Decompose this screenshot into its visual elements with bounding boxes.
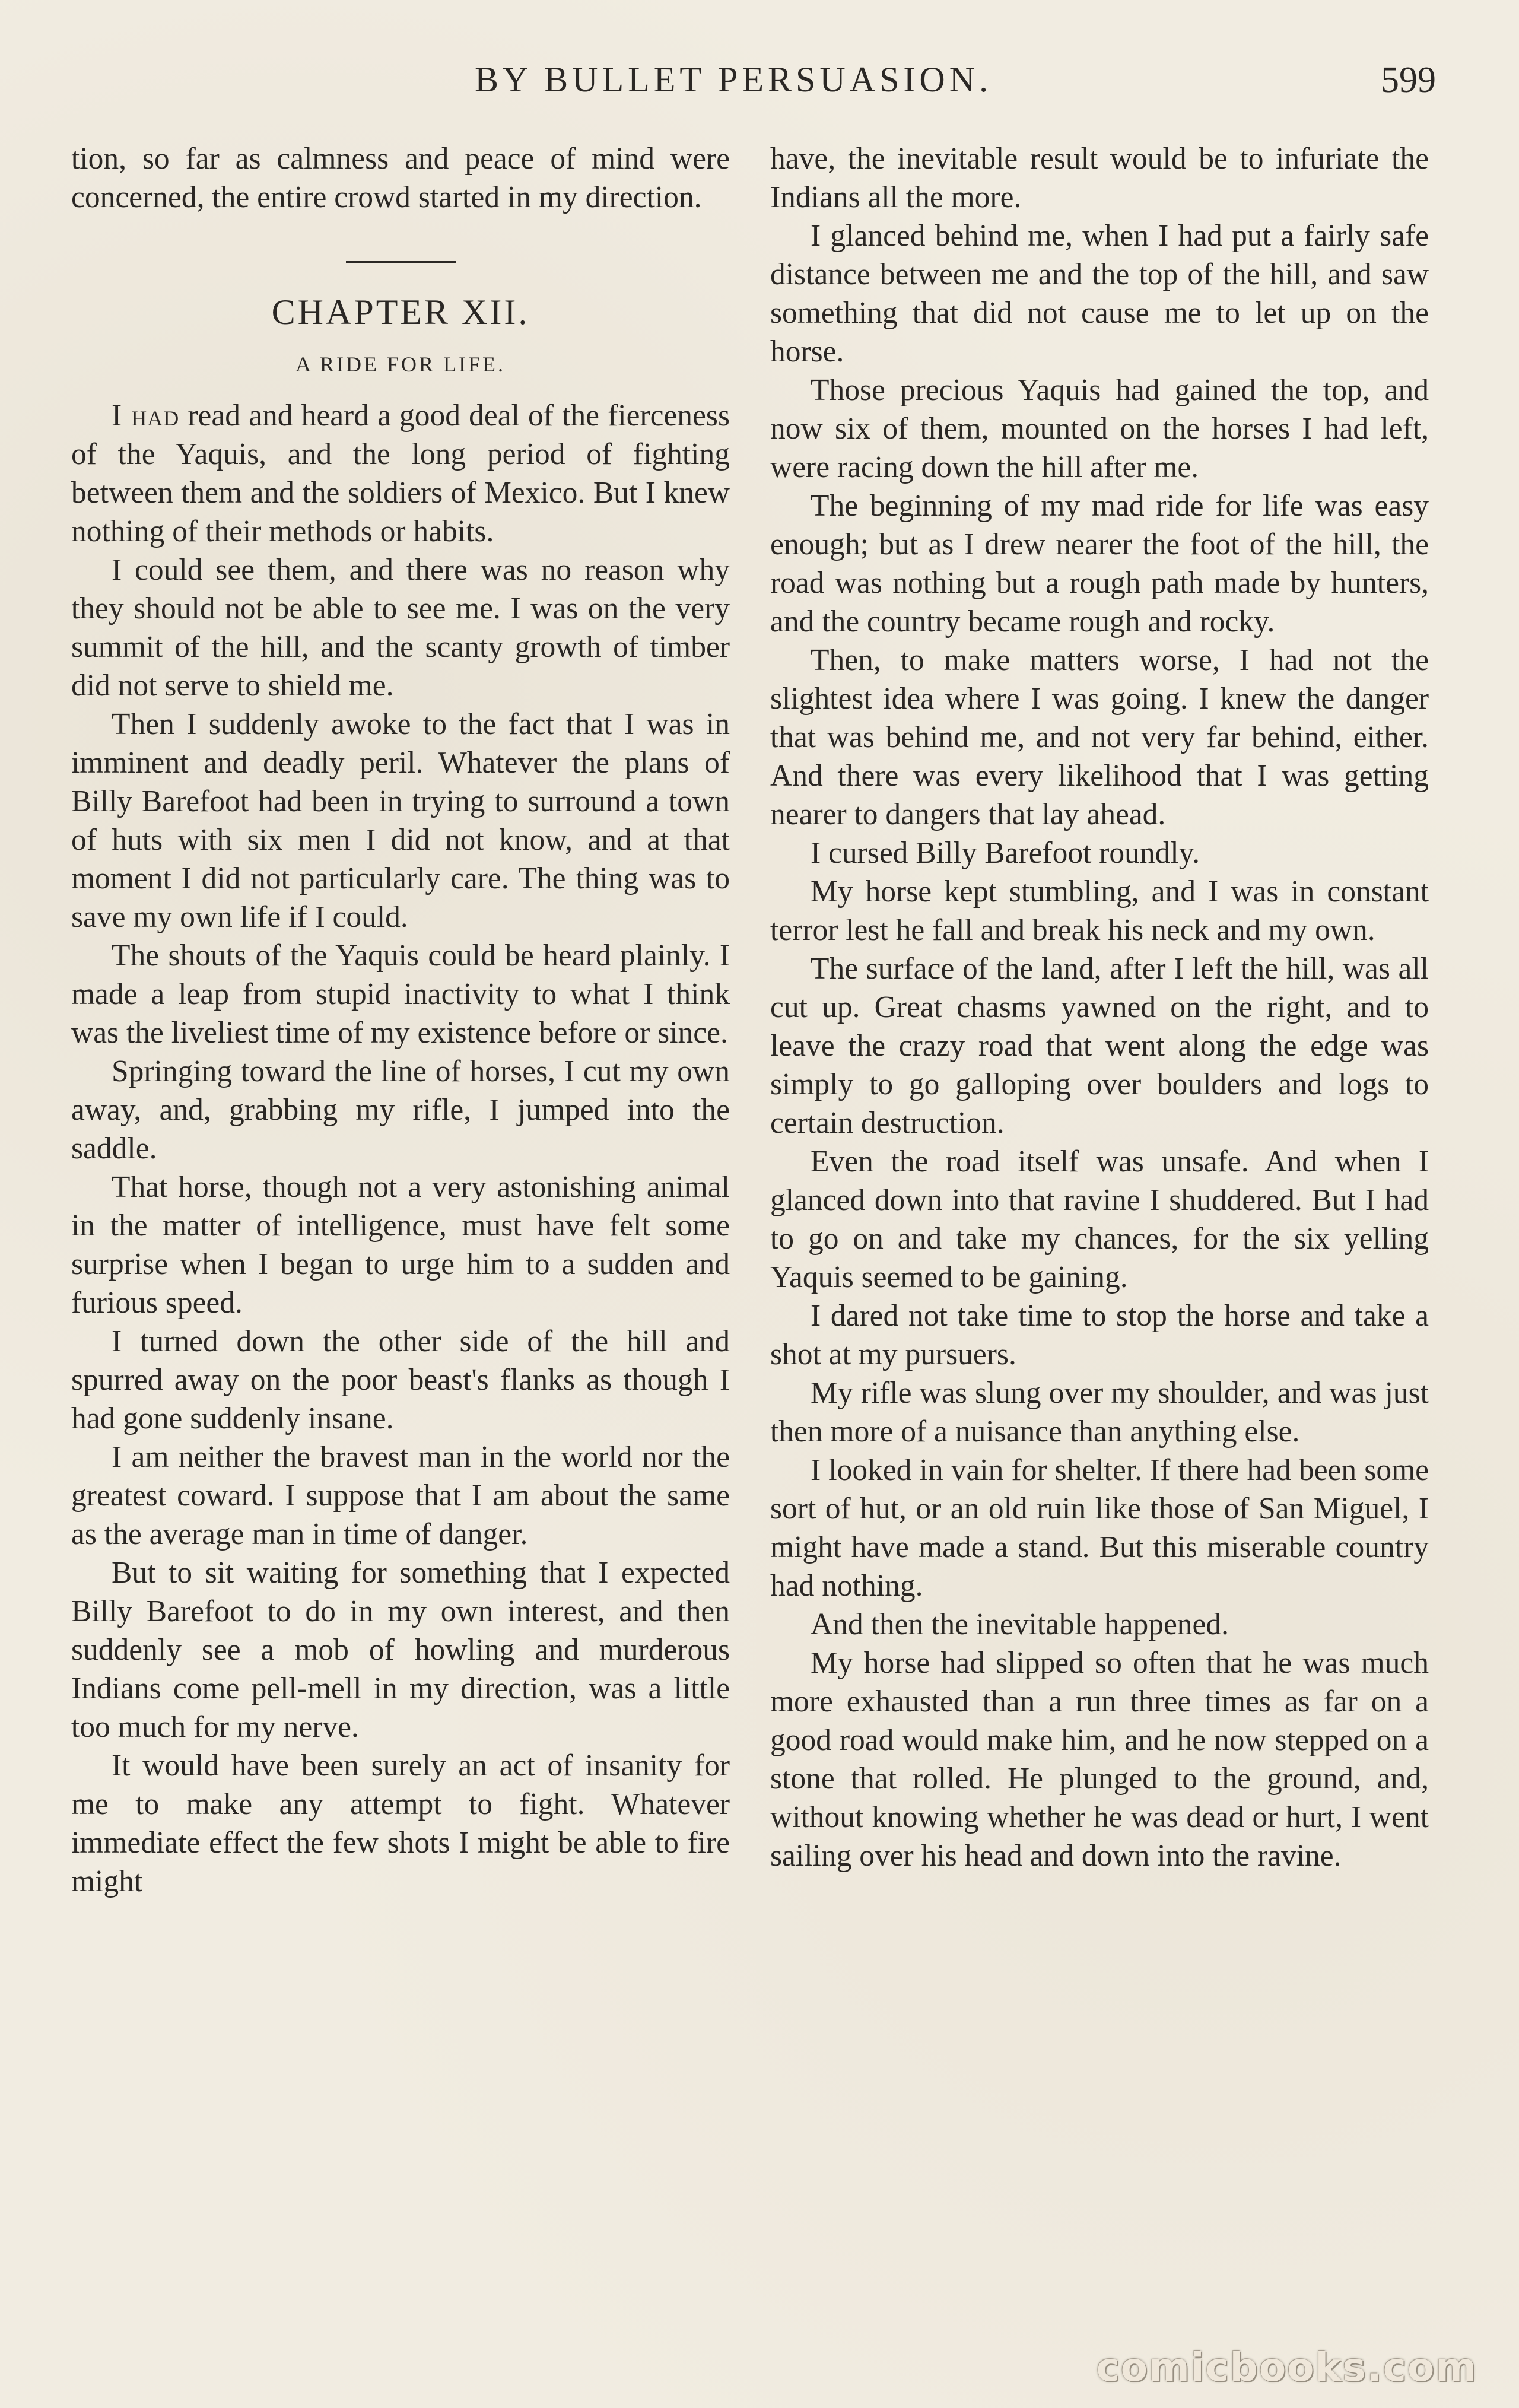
paragraph: The beginning of my mad ride for life was easy enough; but as I drew nearer the foot of the hill, the road was nothing but a rough path made by hunters, and the country became rough and rocky. (770, 489, 1429, 638)
paragraph: The surface of the land, after I left the hill, was all cut up. Great chasms yawned on the right, and to leave the crazy road that went along the edge was simply to go galloping over boulders and logs to certain destruction. (770, 952, 1429, 1140)
right-column (770, 139, 1429, 1875)
running-head: BY BULLET PERSUASION. (475, 60, 993, 99)
paragraph: Even the road itself was unsafe. And when I glanced down into that ravine I shuddered. But I had to go on and take my chances, for the six yelling Yaquis seemed to be gaining. (770, 1145, 1429, 1294)
paragraph: And then the inevitable happened. (811, 1608, 1229, 1641)
chapter-title: CHAPTER XII. (271, 293, 530, 332)
chapter-opening-paragraph (71, 396, 730, 551)
paragraph: I glanced behind me, when I had put a fairly safe distance between me and the top of the hill, and saw something that did not cause me to let up on the horse. (770, 219, 1429, 368)
paragraph: But to sit waiting for something that I expected Billy Barefoot to do in my own interest, and then suddenly see a mob of howling and murderous Indians come pell-mell in my direction, was a little too much for my nerve. (71, 1556, 730, 1744)
paragraph-continued: have, the inevitable result would be to infuriate the Indians all the more. (770, 142, 1429, 214)
watermark: comicbooks.com (1096, 2345, 1477, 2390)
paragraph: Then I suddenly awoke to the fact that I was in imminent and deadly peril. Whatever the plans of Billy Barefoot had been in trying to surround a town of huts with six men I did not know, and at that moment I did not particularly care. The thing was to save my own life if I could. (71, 707, 730, 934)
paragraph: I dared not take time to stop the horse and take a shot at my pursuers. (770, 1299, 1429, 1371)
opening-words: I had (112, 399, 180, 433)
paragraph: The shouts of the Yaquis could be heard plainly. I made a leap from stupid inactivity to what I think was the liveliest time of my existence before or since. (71, 939, 730, 1050)
paragraph: I could see them, and there was no reason why they should not be able to see me. I was on the very summit of the hill, and the scanty growth of timber did not serve to shield me. (71, 553, 730, 703)
paragraph: I looked in vain for shelter. If there had been some sort of hut, or an old ruin like those of San Miguel, I might have made a stand. But this miserable country had nothing. (770, 1453, 1429, 1603)
paragraph: It would have been surely an act of insanity for me to make any attempt to fight. Whatever immediate effect the few shots I might be able to fire might (71, 1749, 730, 1898)
paragraph: My horse kept stumbling, and I was in constant terror lest he fall and break his neck and my own. (770, 875, 1429, 947)
opening-paragraph-text: read and heard a good deal of the fierceness of the Yaquis, and the long period of fighting between them and the soldiers of Mexico. But I knew nothing of their methods or habits. (71, 399, 730, 548)
paragraph: Those precious Yaquis had gained the top, and now six of them, mounted on the horses I had left, were racing down the hill after me. (770, 373, 1429, 484)
paragraph: I cursed Billy Barefoot roundly. (811, 836, 1200, 870)
paragraph: Then, to make matters worse, I had not the slightest idea where I was going. I knew the danger that was behind me, and not very far behind, either. And there was every likelihood that I was getting nearer to dangers that lay ahead. (770, 643, 1429, 831)
paragraph: My rifle was slung over my shoulder, and was just then more of a nuisance than anything else. (770, 1376, 1429, 1448)
paragraph-continued: tion, so far as calmness and peace of mind were concerned, the entire crowd started in my direction. (71, 142, 730, 214)
left-column (71, 139, 730, 1901)
paragraph: Springing toward the line of horses, I cut my own away, and, grabbing my rifle, I jumped into the saddle. (71, 1054, 730, 1165)
paragraph: I turned down the other side of the hill and spurred away on the poor beast's flanks as though I had gone suddenly insane. (71, 1324, 730, 1435)
page-number: 599 (1381, 60, 1436, 100)
paragraph: That horse, though not a very astonishing animal in the matter of intelligence, must have felt some surprise when I began to urge him to a sudden and furious speed. (71, 1170, 730, 1320)
section-divider (346, 261, 456, 263)
paragraph: I am neither the bravest man in the world nor the greatest coward. I suppose that I am about the same as the average man in time of danger. (71, 1440, 730, 1551)
paragraph: My horse had slipped so often that he was much more exhausted than a run three times as far on a good road would make him, and he now stepped on a stone that rolled. He plunged to the ground, and, without knowing whether he was dead or hurt, I went sailing over his head and down into the ravine. (770, 1646, 1429, 1873)
chapter-subtitle: A RIDE FOR LIFE. (295, 352, 506, 376)
